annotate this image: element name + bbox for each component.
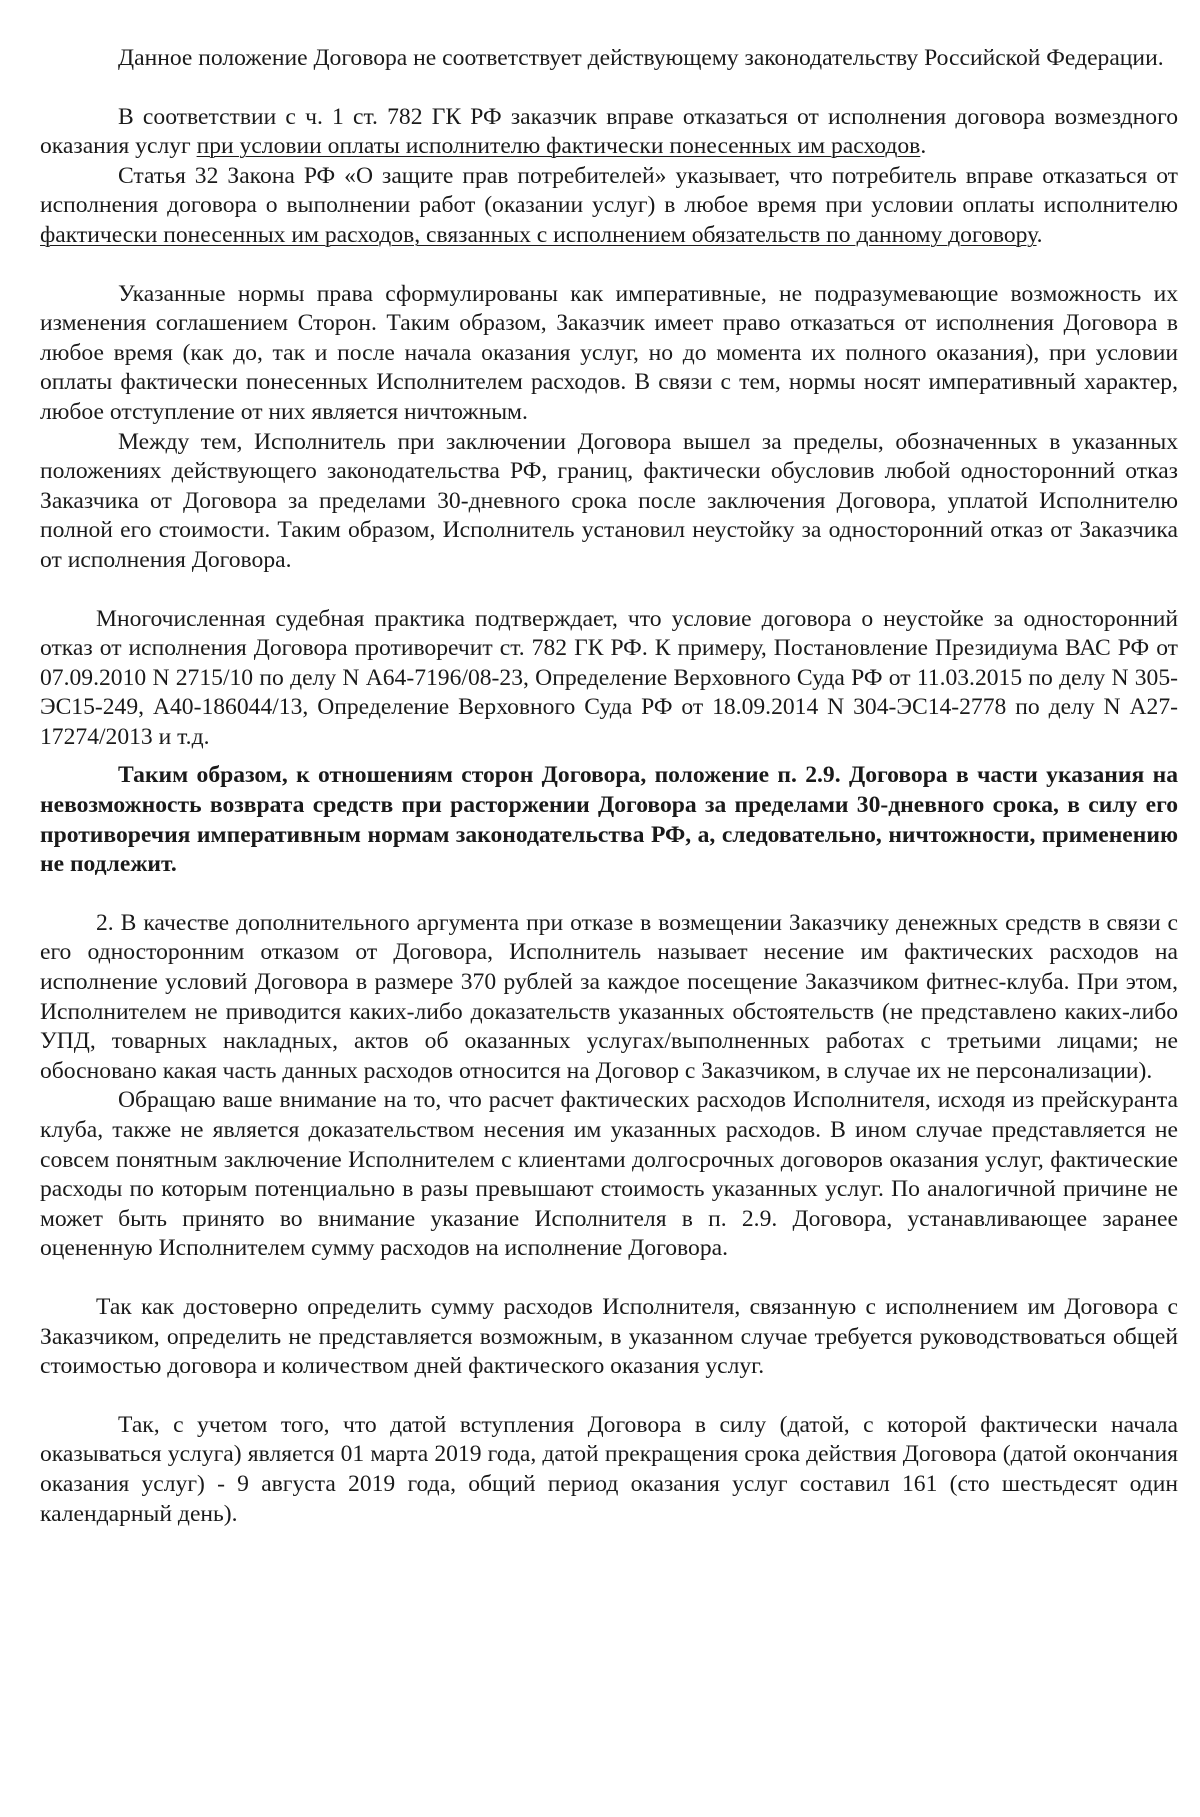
paragraph-7-bold — [40, 761, 1178, 879]
paragraph-1-text: Данное положение Договора не соответствует действующему законодательству Российской Федерации. — [118, 45, 1164, 71]
paragraph-10 — [40, 1293, 1178, 1382]
paragraph-3-end: . — [1036, 221, 1043, 248]
paragraph-8-text: 2. В качестве дополнительного аргумента при отказе в возмещении Заказчику денежных средств в связи с его односторонним отказом от Договора, Исполнитель называет несение им фактических расходов на исполнение условий Договора в размере 370 рублей за каждое посещение Заказчиком фитнес-клуба. При этом, Исполнителем не приводится каких-либо доказательств указанных обстоятельств (не представлено каких-либо УПД, товарных накладных, актов об оказанных услугах/выполненных работах с третьими лицами; не обосновано какая часть данных расходов относится на Договор с Заказчиком, в случае их не персонализации). — [40, 909, 1178, 1084]
paragraph-3 — [40, 162, 1178, 251]
paragraph-3-underlined-text: фактически понесенных им расходов, связанных с исполнением обязательств по данному договору — [40, 221, 1037, 248]
paragraph-6-text: Многочисленная судебная практика подтверждает, что условие договора о неустойке за односторонний отказ от исполнения Договора противоречит ст. 782 ГК РФ. К примеру, Постановление Президиума ВАС РФ от 07.09.2010 N 2715/10 по делу N А64-7196/08-23, Определение Верховного Суда РФ от 11.03.2015 по делу N 305-ЭС15-249, А40-186044/13, Определение Верховного Суда РФ от 18.09.2014 N 304-ЭС14-2778 по делу N А27-17274/2013 и т.д. — [40, 605, 1178, 750]
paragraph-9 — [40, 1086, 1178, 1264]
paragraph-8 — [40, 909, 1178, 1087]
paragraph-2 — [40, 103, 1178, 162]
paragraph-2-end: . — [920, 133, 927, 160]
paragraph-6 — [40, 605, 1178, 753]
paragraph-4 — [40, 280, 1178, 428]
paragraph-4-text: Указанные нормы права сформулированы как императивные, не подразумевающие возможность их изменения соглашением Сторон. Таким образом, Заказчик имеет право отказаться от исполнения Договора в любое время (как до, так и после начала оказания услуг, но до момента их полного оказания), при условии оплаты фактически понесенных Исполнителем расходов. В связи с тем, нормы носят императивный характер, любое отступление от них является ничтожным. — [40, 280, 1178, 425]
paragraph-2-underlined-text: при условии оплаты исполнителю фактически понесенных им расходов — [196, 133, 921, 160]
paragraph-3-text: Статья 32 Закона РФ «О защите прав потребителей» указывает, что потребитель вправе отказаться от исполнения договора о выполнении работ (оказании услуг) в любое время при условии оплаты исполнителю — [40, 162, 1178, 219]
paragraph-11 — [40, 1411, 1178, 1529]
paragraph-2-text: В соответствии с ч. 1 ст. 782 ГК РФ заказчик вправе отказаться от исполнения договора возмездного оказания услуг — [40, 103, 1178, 160]
paragraph-7-text: Таким образом, к отношениям сторон Договора, положение п. 2.9. Договора в части указания на невозможность возврата средств при расторжении Договора за пределами 30-дневного срока, в силу его противоречия императивным нормам законодательства РФ, а, следовательно, ничтожности, применению не подлежит. — [40, 762, 1178, 878]
paragraph-5-text: Между тем, Исполнитель при заключении Договора вышел за пределы, обозначенных в указанных положениях действующего законодательства РФ, границ, фактически обусловив любой односторонний отказ Заказчика от Договора за пределами 30-дневного срока после заключения Договора, уплатой Исполнителю полной его стоимости. Таким образом, Исполнитель установил неустойку за односторонний отказ от Заказчика от исполнения Договора. — [40, 428, 1178, 573]
paragraph-9-text: Обращаю ваше внимание на то, что расчет фактических расходов Исполнителя, исходя из прейскуранта клуба, также не является доказательством несения им указанных расходов. В ином случае представляется не совсем понятным заключение Исполнителем с клиентами долгосрочных договоров оказания услуг, фактические расходы по которым потенциально в разы превышают стоимость указанных услуг. По аналогичной причине не может быть принято во внимание указание Исполнителя в п. 2.9. Договора, устанавливающее заранее оцененную Исполнителем сумму расходов на исполнение Договора. — [40, 1087, 1178, 1262]
paragraph-1 — [40, 44, 1178, 74]
paragraph-5 — [40, 428, 1178, 576]
paragraph-11-text: Так, с учетом того, что датой вступления Договора в силу (датой, с которой фактически начала оказываться услуга) является 01 марта 2019 года, датой прекращения срока действия Договора (датой окончания оказания услуг) - 9 августа 2019 года, общий период оказания услуг составил 161 (сто шестьдесят один календарный день). — [40, 1411, 1178, 1527]
paragraph-10-text: Так как достоверно определить сумму расходов Исполнителя, связанную с исполнением им Договора с Заказчиком, определить не представляется возможным, в указанном случае требуется руководствоваться общей стоимостью договора и количеством дней фактического оказания услуг. — [40, 1293, 1178, 1380]
